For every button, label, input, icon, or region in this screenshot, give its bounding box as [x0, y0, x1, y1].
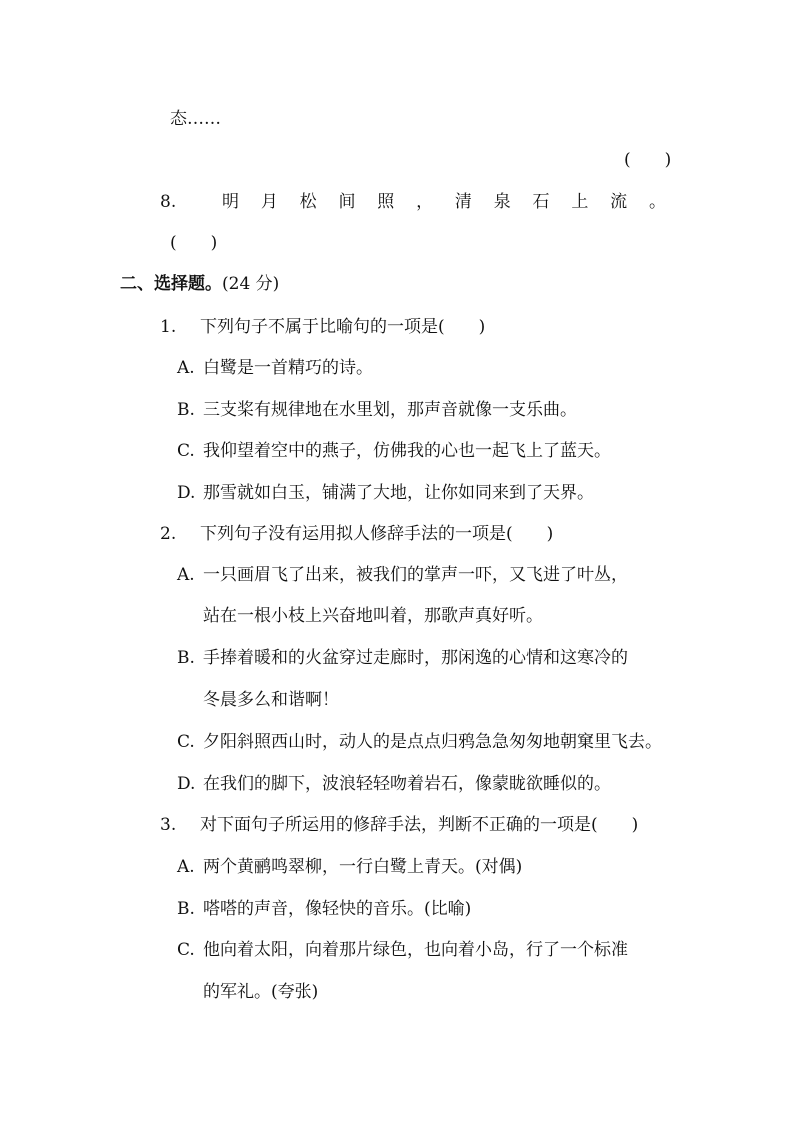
option-text: 在我们的脚下，波浪轻轻吻着岩石，像蒙眬欲睡似的。: [203, 774, 611, 794]
option-letter: B.: [177, 648, 195, 668]
question-1: [160, 315, 485, 339]
question-2: [160, 522, 553, 546]
option-letter: D.: [177, 483, 196, 503]
question-8-char: 清: [454, 192, 472, 212]
option-letter: D.: [177, 774, 196, 794]
question-1-option-c: [177, 439, 611, 463]
question-8-char: 泉: [493, 192, 511, 212]
option-text: 我仰望着空中的燕子，仿佛我的心也一起飞上了蓝天。: [203, 441, 611, 461]
question-2-option-a-line-2: 站在一根小枝上兴奋地叫着，那歌声真好听。: [203, 606, 543, 626]
option-text: 那雪就如白玉，铺满了大地，让你如同来到了天界。: [203, 483, 594, 503]
question-stem: 下列句子没有运用拟人修辞手法的一项是( ): [200, 524, 554, 544]
question-3-option-c-line-2: 的军礼。(夸张): [203, 982, 319, 1002]
question-1-option-b: [177, 398, 577, 422]
question-8-char: 上: [571, 192, 589, 212]
question-2-option-c: [177, 730, 662, 754]
question-stem: 下列句子不属于比喻句的一项是( ): [200, 317, 486, 337]
question-3: [160, 813, 638, 837]
question-8-char: 流: [610, 192, 628, 212]
option-letter: A.: [177, 857, 195, 877]
option-text: 三支桨有规律地在水里划，那声音就像一支乐曲。: [203, 400, 577, 420]
option-letter: A.: [177, 358, 195, 378]
option-letter: A.: [177, 565, 195, 585]
question-8-char: 石: [532, 192, 550, 212]
question-8-char: 照: [377, 192, 395, 212]
option-text: 一只画眉飞了出来，被我们的掌声一吓，又飞进了叶丛，: [203, 565, 628, 585]
question-8-char: 月: [260, 192, 278, 212]
question-3-option-c: [177, 938, 628, 962]
option-letter: C.: [177, 940, 195, 960]
question-number: 1.: [160, 317, 177, 337]
question-8-char: 间: [338, 192, 356, 212]
question-number: 3.: [160, 815, 177, 835]
question-2-option-d: [177, 772, 611, 796]
question-8-char: 明: [222, 192, 239, 212]
question-8-number: 8.: [160, 192, 177, 212]
question-1-option-d: [177, 481, 594, 505]
section-title: [120, 272, 279, 296]
question-stem: 对下面句子所运用的修辞手法，判断不正确的一项是( ): [200, 815, 639, 835]
section-title-text: 二、选择题。: [120, 274, 222, 294]
question-8-char: ，: [416, 192, 434, 212]
option-text: 两个黄鹂鸣翠柳，一行白鹭上青天。(对偶): [203, 857, 523, 877]
question-2-option-b: [177, 646, 628, 670]
question-2-option-a: [177, 563, 628, 587]
question-8-answer-blank: ( ): [170, 233, 218, 253]
question-number: 2.: [160, 524, 177, 544]
option-text: 白鹭是一首精巧的诗。: [203, 358, 373, 378]
question-7-answer-blank: ( ): [624, 150, 672, 170]
question-8-char: 。: [648, 192, 666, 212]
section-score: (24 分): [222, 274, 280, 294]
question-8-text: [222, 190, 666, 214]
option-text: 夕阳斜照西山时，动人的是点点归鸦急急匆匆地朝窠里飞去。: [203, 732, 662, 752]
option-letter: B.: [177, 899, 195, 919]
question-3-option-b: [177, 897, 471, 921]
option-text: 嗒嗒的声音，像轻快的音乐。(比喻): [203, 899, 472, 919]
question-7-continuation: 态……: [170, 109, 221, 129]
option-text: 手捧着暖和的火盆穿过走廊时，那闲逸的心情和这寒冷的: [203, 648, 628, 668]
option-text: 他向着太阳，向着那片绿色，也向着小岛，行了一个标准: [203, 940, 628, 960]
question-3-option-a: [177, 855, 522, 879]
option-letter: B.: [177, 400, 195, 420]
question-1-option-a: [177, 356, 373, 380]
option-letter: C.: [177, 441, 195, 461]
option-letter: C.: [177, 732, 195, 752]
question-2-option-b-line-2: 冬晨多么和谐啊！: [203, 690, 339, 710]
question-8-char: 松: [299, 192, 317, 212]
